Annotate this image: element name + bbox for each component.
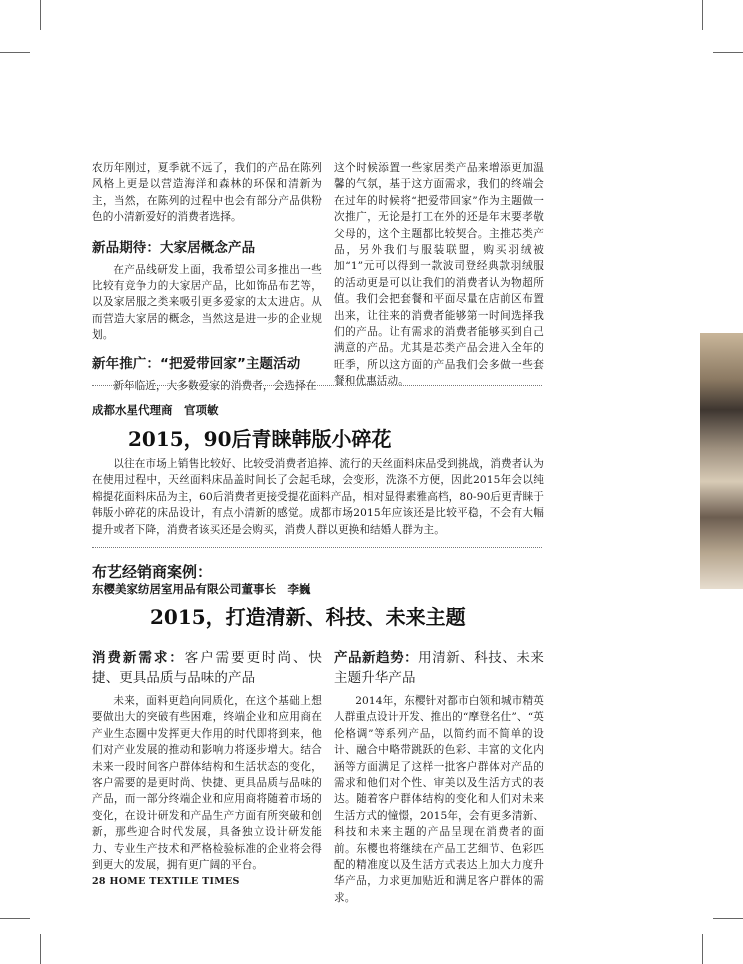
headline: 2015，打造清新、科技、未来主题 — [150, 605, 466, 629]
crop-mark — [713, 52, 743, 53]
case-title: 布艺经销商案例： — [92, 563, 213, 581]
headline: 2015，90后青睐韩版小碎花 — [128, 427, 392, 451]
subheading: 新年推广：“把爱带回家”主题活动 — [92, 355, 301, 372]
paragraph: 新年临近，大多数爱家的消费者，会选择在 — [113, 379, 317, 392]
paragraph: 这个时候添置一些家居类产品来增添更加温馨的气氛，基于这方面需求，我们的终端会在过年的时候将“把爱带回家”作为主题做一次推广，无论是打工在外的还是年末要孝敬父母的，这个主题都比较契合。主推芯类产品，另外我们与服装联盟，购买羽绒被加“1”元可以得到一款波司登经典款羽绒服的活动更是可以让我们的消费者认为物超所值。我们会把套餐和平面尽量在店前区布置出来，让往来的消费者能够第一时间选择我们的产品。让有需求的消费者能够买到自己满意的产品。尤其是芯类产品会进入全年的旺季，所以这方面的产品我们会多做一些套餐和优惠活动。 — [334, 162, 544, 388]
column-right-bottom — [334, 648, 544, 906]
subheading — [92, 648, 322, 688]
column-right-top — [334, 160, 544, 390]
subheading: 新品期待：大家居概念产品 — [92, 239, 256, 256]
crop-mark — [702, 0, 703, 30]
column-left-bottom — [92, 648, 322, 873]
subheading-bold: 消费新需求： — [92, 650, 185, 666]
byline: 成都水星代理商 官项敏 — [92, 403, 219, 417]
section2-body — [92, 456, 544, 538]
section-divider — [92, 547, 542, 548]
subheading-rest: 用清新、科技、未来主题升华产品 — [334, 650, 544, 686]
subheading-rest: 客户需要更时尚、快捷、更具品质与品味的产品 — [92, 650, 322, 686]
crop-mark — [702, 934, 703, 964]
paragraph: 在产品线研发上面，我希望公司多推出一些比较有竞争力的大家居产品，比如饰品布艺等，以及家居服之类来吸引更多爱家的太太进店。从而营造大家居的概念，当然这是进一步的企业规划。 — [92, 263, 322, 342]
page-number: 28 — [92, 876, 106, 887]
paragraph: 2014年，东樱针对都市白领和城市精英人群重点设计开发、推出的“摩登名仕”、“英伦格调”等系列产品，以简约而不简单的设计、融合中略带跳跃的色彩、丰富的文化内涵等方面满足了这样一批客户群体对产品的需求和他们对个性、审美以及生活方式的表达。随着客户群体结构的变化和人们对未来生活方式的憧憬，2015年，会有更多清新、科技和未来主题的产品呈现在消费者的面前。东樱也将继续在产品工艺细节、色彩匹配的精准度以及生活方式表达上加大力度升华产品，力求更加贴近和满足客户群体的需求。 — [334, 695, 544, 904]
column-left-top — [92, 160, 322, 394]
page-footer — [92, 876, 240, 887]
subheading-bold: 产品新趋势： — [334, 650, 419, 666]
paragraph: 农历年刚过，夏季就不远了，我们的产品在陈列风格上更是以营造海洋和森林的环保和清新为主，当然，在陈列的过程中也会有部分产品供粉色的小清新爱好的消费者选择。 — [92, 162, 322, 224]
edge-photo-strip — [700, 333, 743, 589]
magazine-name: HOME TEXTILE TIMES — [109, 876, 240, 887]
crop-mark — [40, 934, 41, 964]
crop-mark — [0, 52, 30, 53]
crop-mark — [713, 918, 743, 919]
byline: 东樱美家纺居室用品有限公司董事长 李巍 — [92, 582, 311, 596]
subheading — [334, 648, 544, 688]
crop-mark — [0, 918, 30, 919]
paragraph: 以往在市场上销售比较好、比较受消费者追捧、流行的天丝面料床品受到挑战，消费者认为在使用过程中，天丝面料床品盖时间长了会起毛球，会变形，洗涤不方便，因此2015年会以纯棉提花面料床品为主，60后消费者更接受提花面料产品，相对显得素雅高档，80-90后更青睐于韩版小碎花的床品设计，有点小清新的感觉。成都市场2015年应该还是比较平稳，不会有大幅提升或者下降，消费者该买还是会购买，消费人群以更换和结婚人群为主。 — [92, 458, 544, 536]
section-divider — [92, 385, 542, 386]
crop-mark — [40, 0, 41, 30]
paragraph: 未来，面料更趋向同质化，在这个基础上想要做出大的突破有些困难，终端企业和应用商在产业生态圈中发挥更大作用的时代即将到来，他们对产业发展的推动和影响力将逐步增大。结合未来一段时间客户群体结构和生活状态的变化，客户需要的是更时尚、快捷、更具品质与品味的产品，而一部分终端企业和应用商将随着市场的变化，在设计研发和产品生产方面有所突破和创新，那些迎合时代发展，具备独立设计研发能力、专业生产技术和严格检验标准的企业将会得到更大的发展，拥有更广阔的平台。 — [92, 695, 322, 872]
